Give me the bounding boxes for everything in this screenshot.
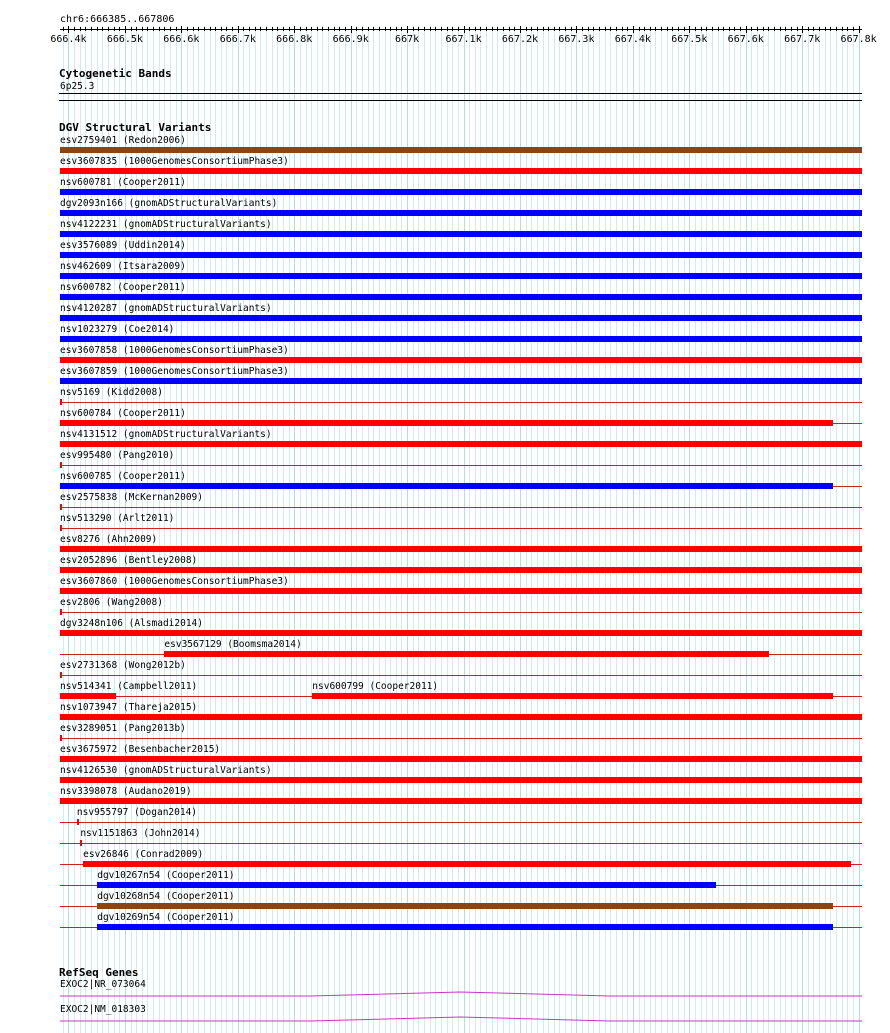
ruler-minor-tick: [588, 27, 589, 31]
variant-label[interactable]: nsv4126530 (gnomADStructuralVariants): [60, 765, 272, 776]
ruler-minor-tick: [571, 27, 572, 31]
variant-bar[interactable]: [97, 903, 833, 909]
ruler-minor-tick: [751, 27, 752, 31]
ruler-minor-tick: [210, 27, 211, 31]
ruler-tick-label: 667.2k: [501, 34, 539, 45]
variant-bar[interactable]: [60, 798, 862, 804]
variant-bar[interactable]: [60, 420, 833, 426]
ruler-minor-tick: [311, 27, 312, 31]
ruler-minor-tick: [441, 27, 442, 31]
ruler-minor-tick: [452, 27, 453, 31]
ruler-minor-tick: [808, 27, 809, 31]
ruler-minor-tick: [289, 27, 290, 31]
variant-bar[interactable]: [60, 714, 862, 720]
ruler-minor-tick: [368, 27, 369, 31]
ruler-minor-tick: [718, 27, 719, 31]
ruler-minor-tick: [193, 27, 194, 31]
variant-label[interactable]: esv26846 (Conrad2009): [83, 849, 204, 860]
ruler-minor-tick: [763, 27, 764, 31]
variant-bar[interactable]: [60, 609, 62, 615]
ruler-minor-tick: [114, 27, 115, 31]
variant-label[interactable]: nsv600785 (Cooper2011): [60, 471, 186, 482]
ruler-minor-tick: [339, 27, 340, 31]
ruler-minor-tick: [170, 27, 171, 31]
ruler-tick-label: 666.8k: [276, 34, 313, 45]
gene-label[interactable]: EXOC2|NR_073064: [60, 979, 146, 990]
variant-label[interactable]: esv2806 (Wang2008): [60, 597, 163, 608]
variant-label[interactable]: nsv1151863 (John2014): [80, 828, 201, 839]
variant-bar[interactable]: [60, 630, 862, 636]
ruler-minor-tick: [108, 27, 109, 31]
ruler-minor-tick: [734, 27, 735, 31]
ruler-minor-tick: [362, 27, 363, 31]
ruler-minor-tick: [610, 27, 611, 31]
variant-label[interactable]: esv3607859 (1000GenomesConsortiumPhase3): [60, 366, 289, 377]
ruler-minor-tick: [480, 27, 481, 31]
ruler-minor-tick: [430, 27, 431, 31]
gene-intron-line[interactable]: [60, 991, 862, 997]
cytoband-separator: [59, 93, 862, 94]
ruler-minor-tick: [164, 27, 165, 31]
row-separator: [60, 507, 862, 508]
variant-label[interactable]: nsv514341 (Campbell2011): [60, 681, 198, 692]
ruler-minor-tick: [825, 27, 826, 31]
ruler-minor-tick: [492, 27, 493, 31]
ruler-major-tick: [802, 26, 803, 33]
row-separator: [60, 528, 862, 529]
variant-label[interactable]: dgv10268n54 (Cooper2011): [97, 891, 235, 902]
ruler-minor-tick: [277, 27, 278, 31]
ruler-major-tick: [746, 26, 747, 33]
variant-label[interactable]: dgv2093n166 (gnomADStructuralVariants): [60, 198, 278, 209]
ruler-minor-tick: [847, 27, 848, 31]
ruler-major-tick: [407, 26, 408, 33]
ruler-major-tick: [351, 26, 352, 33]
ruler-minor-tick: [661, 27, 662, 31]
ruler-minor-tick: [345, 27, 346, 31]
variant-bar[interactable]: [83, 861, 851, 867]
ruler-minor-tick: [401, 27, 402, 31]
ruler-minor-tick: [159, 27, 160, 31]
ruler-minor-tick: [695, 27, 696, 31]
variant-bar[interactable]: [60, 483, 833, 489]
ruler-tick-label: 666.6k: [163, 34, 200, 45]
ruler-tick-label: 667.5k: [671, 34, 708, 45]
ruler-minor-tick: [526, 27, 527, 31]
ruler-tick-label: 667.3k: [558, 34, 595, 45]
ruler-minor-tick: [622, 27, 623, 31]
ruler-minor-tick: [740, 27, 741, 31]
row-separator: [60, 822, 862, 823]
ruler-major-tick: [520, 26, 521, 33]
ruler-minor-tick: [187, 27, 188, 31]
ruler-tick-label: 666.4k: [50, 34, 87, 45]
variant-bar[interactable]: [60, 777, 862, 783]
ruler-minor-tick: [537, 27, 538, 31]
ruler-minor-tick: [373, 27, 374, 31]
variant-bar[interactable]: [80, 840, 82, 846]
variant-bar[interactable]: [60, 147, 862, 153]
variant-label[interactable]: nsv1023279 (Coe2014): [60, 324, 175, 335]
cytoband-track-title: Cytogenetic Bands: [59, 67, 172, 80]
ruler-minor-tick: [356, 27, 357, 31]
ruler-tick-label: 666.9k: [332, 34, 369, 45]
ruler-minor-tick: [136, 27, 137, 31]
ruler-minor-tick: [119, 27, 120, 31]
variant-bar[interactable]: [60, 441, 862, 447]
ruler-minor-tick: [390, 27, 391, 31]
variant-bar[interactable]: [60, 210, 862, 216]
ruler-minor-tick: [830, 27, 831, 31]
ruler-minor-tick: [153, 27, 154, 31]
variant-label[interactable]: esv2052896 (Bentley2008): [60, 555, 198, 566]
variant-label[interactable]: nsv600781 (Cooper2011): [60, 177, 186, 188]
variant-bar[interactable]: [60, 504, 62, 510]
ruler-minor-tick: [396, 27, 397, 31]
ruler-minor-tick: [221, 27, 222, 31]
ruler-minor-tick: [300, 27, 301, 31]
ruler-minor-tick: [322, 27, 323, 31]
ruler-tick-label: 667.7k: [784, 34, 821, 45]
ruler-minor-tick: [272, 27, 273, 31]
variant-label[interactable]: nsv513290 (Arlt2011): [60, 513, 175, 524]
ruler-minor-tick: [791, 27, 792, 31]
variant-bar[interactable]: [60, 462, 62, 468]
ruler-tick-label: 667.1k: [445, 34, 482, 45]
ruler-minor-tick: [232, 27, 233, 31]
ruler-minor-tick: [785, 27, 786, 31]
dgv-track-title: DGV Structural Variants: [59, 121, 212, 134]
ruler-major-tick: [181, 26, 182, 33]
variant-bar[interactable]: [60, 588, 862, 594]
variant-label[interactable]: esv995480 (Pang2010): [60, 450, 175, 461]
variant-bar[interactable]: [60, 252, 862, 258]
ruler-minor-tick: [650, 27, 651, 31]
variant-label[interactable]: nsv4131512 (gnomADStructuralVariants): [60, 429, 272, 440]
variant-label[interactable]: nsv3398078 (Audano2019): [60, 786, 192, 797]
row-separator: [60, 675, 862, 676]
variant-bar[interactable]: [60, 357, 862, 363]
variant-bar[interactable]: [60, 672, 62, 678]
ruler-minor-tick: [198, 27, 199, 31]
ruler-minor-tick: [379, 27, 380, 31]
variant-bar[interactable]: [60, 378, 862, 384]
variant-label[interactable]: esv2759401 (Redon2006): [60, 135, 186, 146]
ruler-major-tick: [689, 26, 690, 33]
variant-label[interactable]: esv2731368 (Wong2012b): [60, 660, 186, 671]
ruler-minor-tick: [684, 27, 685, 31]
ruler-minor-tick: [655, 27, 656, 31]
row-separator: [60, 612, 862, 613]
ruler-minor-tick: [797, 27, 798, 31]
ruler-tick-label: 666.5k: [106, 34, 143, 45]
variant-bar[interactable]: [60, 735, 62, 741]
ruler-tick-label: 667.4k: [614, 34, 651, 45]
variant-bar[interactable]: [97, 882, 716, 888]
ruler-minor-tick: [147, 27, 148, 31]
variant-bar[interactable]: [60, 231, 862, 237]
variant-label[interactable]: esv3607835 (1000GenomesConsortiumPhase3): [60, 156, 289, 167]
row-separator: [60, 738, 862, 739]
ruler-minor-tick: [255, 27, 256, 31]
ruler-minor-tick: [605, 27, 606, 31]
ruler-minor-tick: [554, 27, 555, 31]
variant-label[interactable]: nsv600784 (Cooper2011): [60, 408, 186, 419]
ruler-minor-tick: [644, 27, 645, 31]
ruler-minor-tick: [706, 27, 707, 31]
ruler-minor-tick: [243, 27, 244, 31]
ruler-minor-tick: [639, 27, 640, 31]
gene-label[interactable]: EXOC2|NM_018303: [60, 1004, 146, 1015]
ruler-minor-tick: [91, 27, 92, 31]
ruler-minor-tick: [385, 27, 386, 31]
ruler-minor-tick: [548, 27, 549, 31]
ruler-minor-tick: [306, 27, 307, 31]
ruler-major-tick: [238, 26, 239, 33]
ruler-location: chr6:666385..667806: [60, 14, 175, 25]
gene-intron-line[interactable]: [60, 1016, 862, 1022]
variant-bar[interactable]: [60, 399, 62, 405]
ruler-major-tick: [294, 26, 295, 33]
ruler-minor-tick: [424, 27, 425, 31]
ruler-minor-tick: [723, 27, 724, 31]
variant-bar[interactable]: [97, 924, 833, 930]
ruler-minor-tick: [74, 27, 75, 31]
ruler-minor-tick: [593, 27, 594, 31]
ruler-minor-tick: [565, 27, 566, 31]
variant-bar[interactable]: [60, 189, 862, 195]
ruler-minor-tick: [226, 27, 227, 31]
ruler-minor-tick: [678, 27, 679, 31]
ruler-minor-tick: [599, 27, 600, 31]
ruler-minor-tick: [63, 27, 64, 31]
variant-label[interactable]: nsv4122231 (gnomADStructuralVariants): [60, 219, 272, 230]
ruler-minor-tick: [616, 27, 617, 31]
variant-bar[interactable]: [60, 315, 862, 321]
variant-label[interactable]: nsv5169 (Kidd2008): [60, 387, 163, 398]
ruler-minor-tick: [514, 27, 515, 31]
ruler-minor-tick: [413, 27, 414, 31]
ruler-tick-label: 667.6k: [727, 34, 764, 45]
ruler-minor-tick: [701, 27, 702, 31]
ruler-minor-tick: [215, 27, 216, 31]
variant-label[interactable]: nsv1073947 (Thareja2015): [60, 702, 198, 713]
ruler-minor-tick: [475, 27, 476, 31]
ruler-minor-tick: [509, 27, 510, 31]
variant-bar[interactable]: [312, 693, 833, 699]
ruler-minor-tick: [266, 27, 267, 31]
ruler-minor-tick: [780, 27, 781, 31]
variant-bar[interactable]: [60, 525, 62, 531]
variant-label[interactable]: esv3289051 (Pang2013b): [60, 723, 186, 734]
row-separator: [60, 843, 862, 844]
ruler-minor-tick: [204, 27, 205, 31]
ruler-minor-tick: [469, 27, 470, 31]
ruler-tick-label: 667k: [395, 34, 420, 45]
ruler-minor-tick: [283, 27, 284, 31]
variant-bar[interactable]: [77, 819, 79, 825]
ruler-minor-tick: [627, 27, 628, 31]
variant-bar[interactable]: [164, 651, 769, 657]
variant-bar[interactable]: [60, 756, 862, 762]
ruler-minor-tick: [85, 27, 86, 31]
ruler-minor-tick: [102, 27, 103, 31]
ruler-minor-tick: [774, 27, 775, 31]
ruler-minor-tick: [418, 27, 419, 31]
cytoband-label[interactable]: 6p25.3: [60, 81, 95, 92]
ruler-minor-tick: [435, 27, 436, 31]
ruler-minor-tick: [813, 27, 814, 31]
ruler-minor-tick: [768, 27, 769, 31]
variant-label[interactable]: dgv10267n54 (Cooper2011): [97, 870, 235, 881]
ruler-tick-label: 667.8k: [840, 34, 877, 45]
ruler-major-tick: [576, 26, 577, 33]
variant-label[interactable]: esv3576089 (Uddin2014): [60, 240, 186, 251]
variant-label[interactable]: esv3675972 (Besenbacher2015): [60, 744, 221, 755]
ruler-minor-tick: [334, 27, 335, 31]
variant-label[interactable]: nsv955797 (Dogan2014): [76, 807, 198, 818]
variant-bar[interactable]: [60, 168, 862, 174]
variant-bar[interactable]: [60, 336, 862, 342]
variant-bar[interactable]: [60, 294, 862, 300]
ruler-major-tick: [125, 26, 126, 33]
variant-label[interactable]: esv3607860 (1000GenomesConsortiumPhase3): [60, 576, 289, 587]
ruler-minor-tick: [531, 27, 532, 31]
row-separator: [60, 402, 862, 403]
row-separator: [60, 465, 862, 466]
ruler-minor-tick: [176, 27, 177, 31]
ruler-minor-tick: [260, 27, 261, 31]
variant-label[interactable]: esv8276 (Ahn2009): [60, 534, 158, 545]
ruler-minor-tick: [497, 27, 498, 31]
ruler-minor-tick: [249, 27, 250, 31]
variant-bar[interactable]: [60, 546, 862, 552]
ruler-minor-tick: [80, 27, 81, 31]
ruler-major-tick: [859, 26, 860, 33]
track-separator: [59, 100, 862, 101]
ruler-minor-tick: [757, 27, 758, 31]
variant-label[interactable]: esv3567129 (Boomsma2014): [164, 639, 302, 650]
ruler-major-tick: [68, 26, 69, 33]
variant-label[interactable]: nsv462609 (Itsara2009): [60, 261, 186, 272]
ruler-minor-tick: [819, 27, 820, 31]
ruler-minor-tick: [853, 27, 854, 31]
ruler-minor-tick: [142, 27, 143, 31]
variant-label[interactable]: dgv3248n106 (Alsmadi2014): [60, 618, 203, 629]
variant-label[interactable]: nsv600782 (Cooper2011): [60, 282, 186, 293]
ruler-minor-tick: [317, 27, 318, 31]
ruler-major-tick: [633, 26, 634, 33]
ruler-minor-tick: [328, 27, 329, 31]
ruler-minor-tick: [712, 27, 713, 31]
refseq-track-title: RefSeq Genes: [59, 966, 139, 979]
variant-label[interactable]: nsv4120287 (gnomADStructuralVariants): [60, 303, 272, 314]
ruler-minor-tick: [582, 27, 583, 31]
ruler-minor-tick: [447, 27, 448, 31]
ruler-minor-tick: [503, 27, 504, 31]
ruler-minor-tick: [559, 27, 560, 31]
variant-bar[interactable]: [60, 273, 862, 279]
ruler-minor-tick: [667, 27, 668, 31]
ruler-minor-tick: [836, 27, 837, 31]
variant-bar[interactable]: [60, 567, 862, 573]
ruler-minor-tick: [486, 27, 487, 31]
ruler-minor-tick: [543, 27, 544, 31]
variant-label[interactable]: nsv600799 (Cooper2011): [312, 681, 439, 692]
variant-label[interactable]: esv2575838 (McKernan2009): [60, 492, 203, 503]
ruler-minor-tick: [729, 27, 730, 31]
ruler-minor-tick: [458, 27, 459, 31]
ruler-minor-tick: [842, 27, 843, 31]
ruler-tick-label: 666.7k: [219, 34, 256, 45]
ruler-minor-tick: [97, 27, 98, 31]
ruler-major-tick: [464, 26, 465, 33]
variant-label[interactable]: esv3607858 (1000GenomesConsortiumPhase3): [60, 345, 289, 356]
variant-bar[interactable]: [60, 693, 116, 699]
ruler-minor-tick: [672, 27, 673, 31]
variant-label[interactable]: dgv10269n54 (Cooper2011): [97, 912, 235, 923]
ruler-minor-tick: [131, 27, 132, 31]
